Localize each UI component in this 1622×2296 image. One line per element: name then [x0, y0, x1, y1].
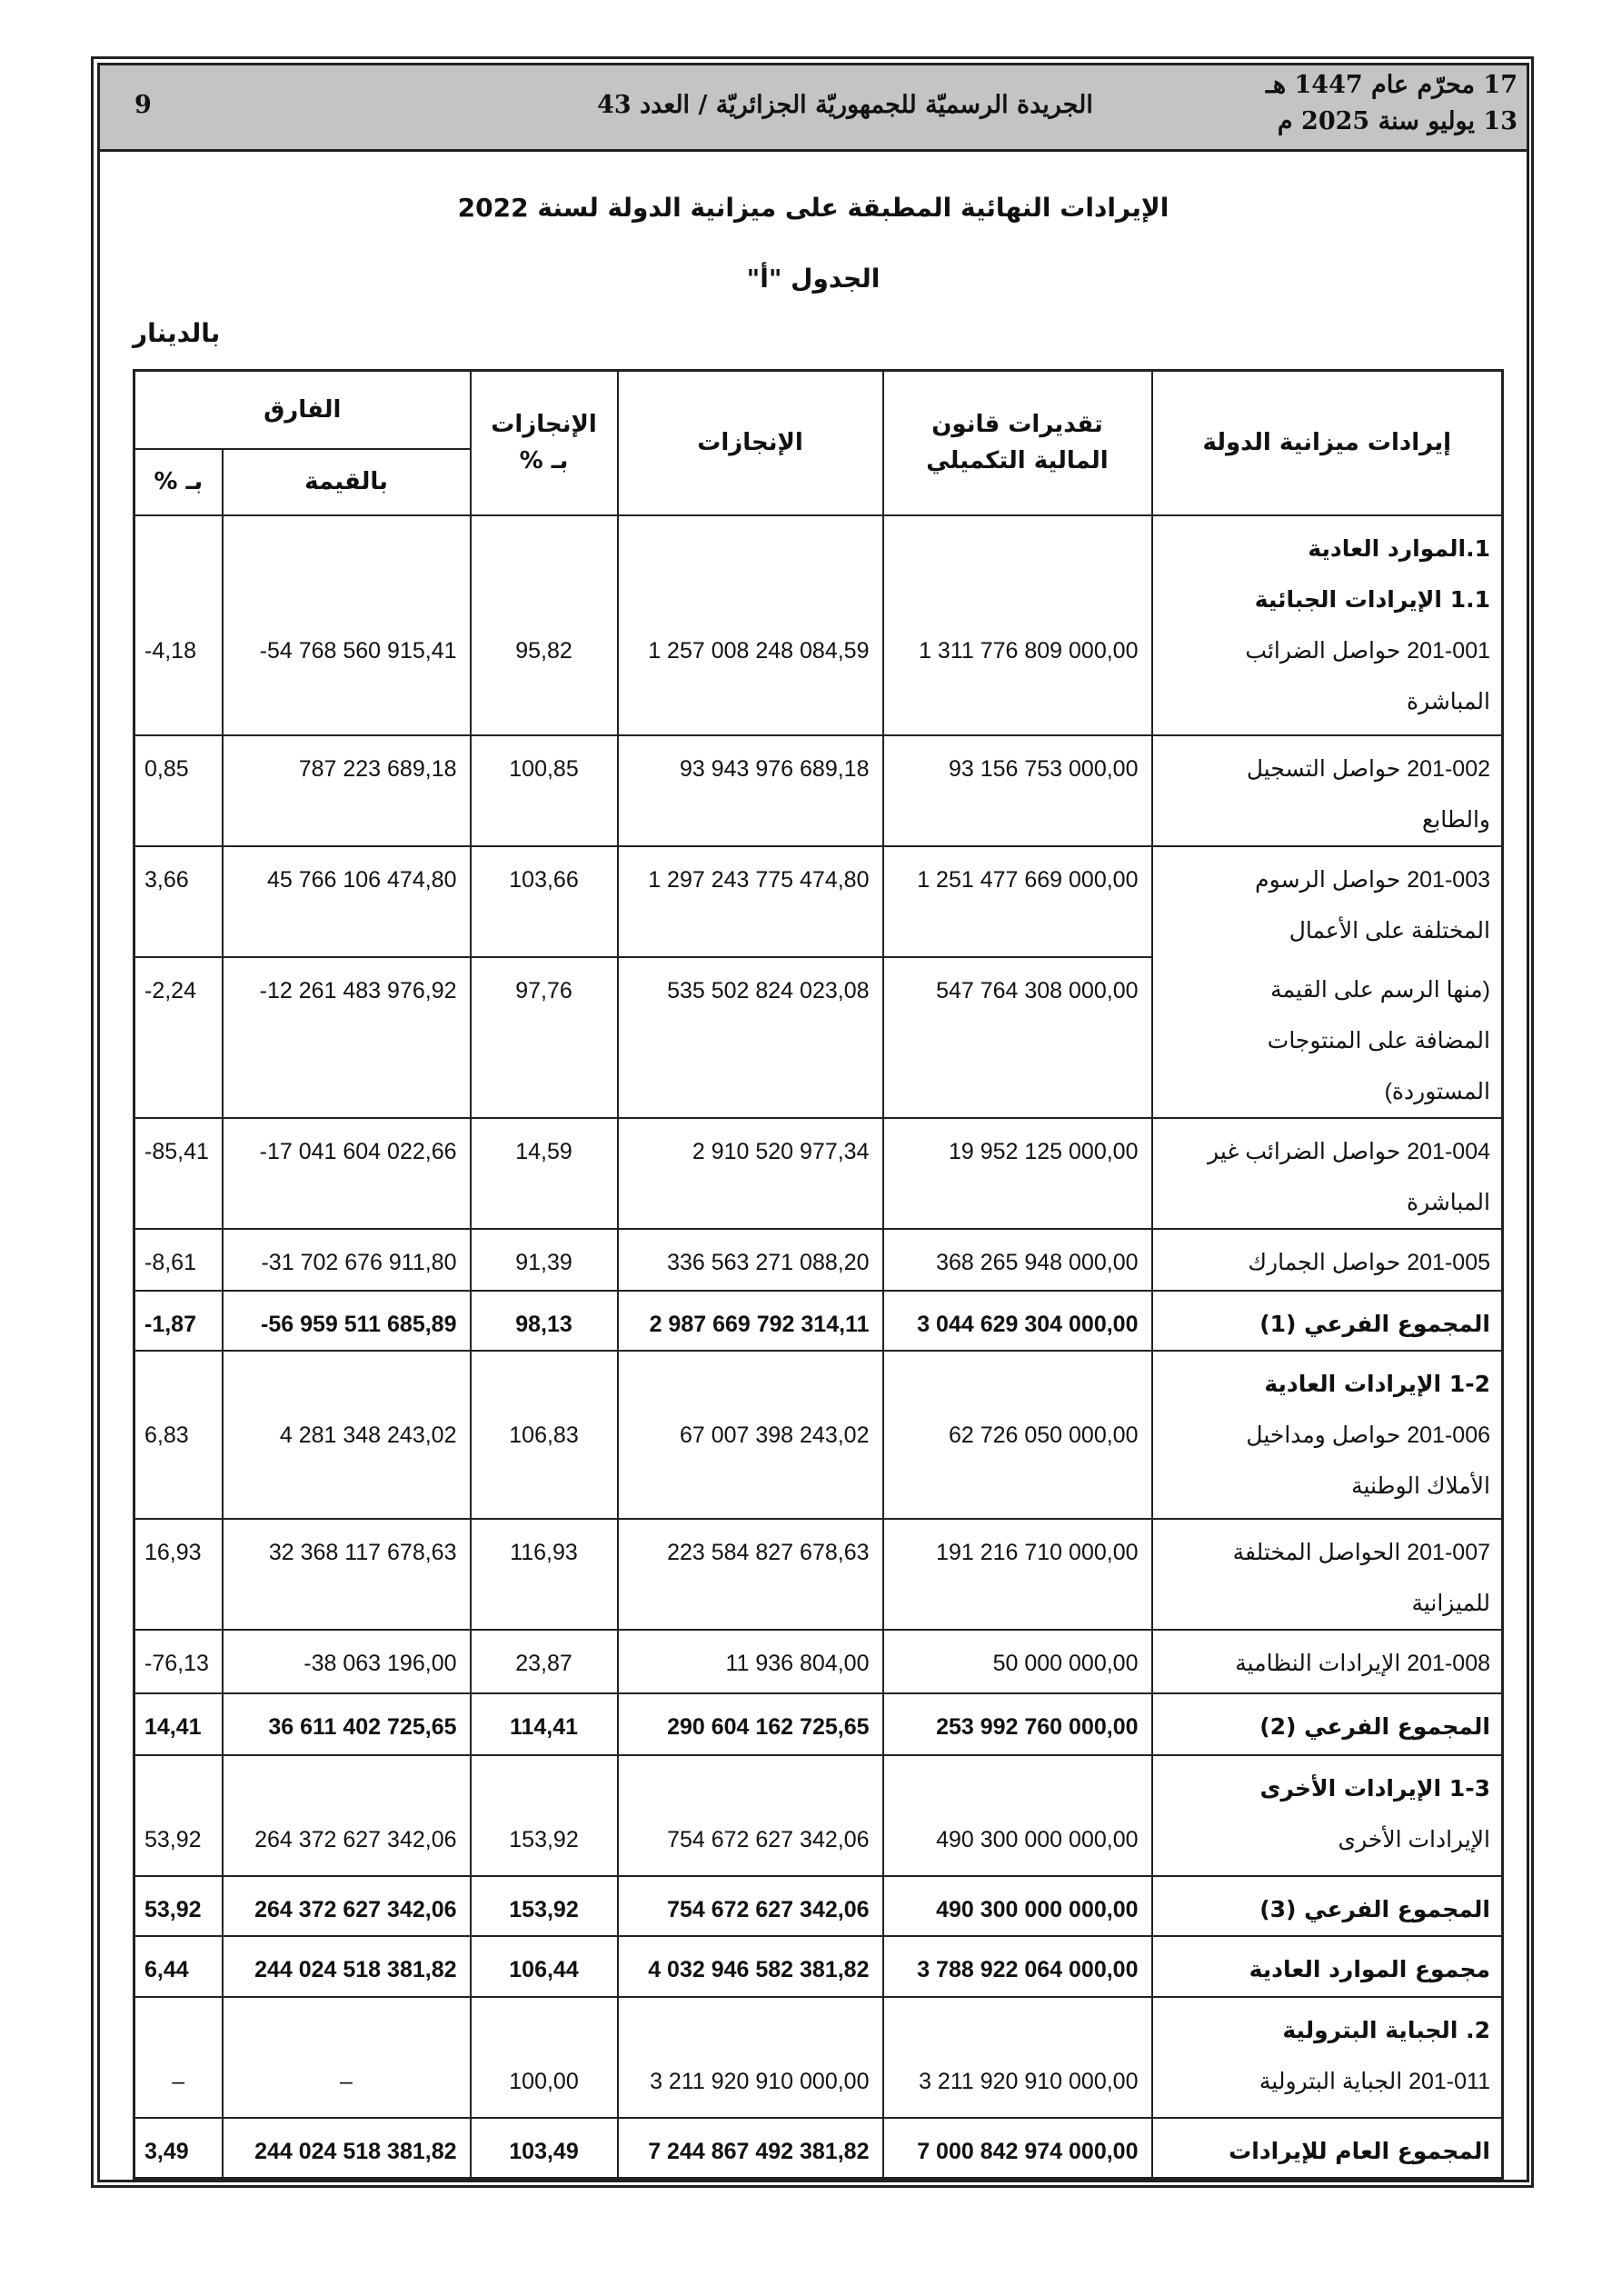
- table-row: [134, 1351, 1503, 1519]
- cell-diff-pct: 53,92: [134, 1876, 223, 1936]
- date-gregorian: 13 يوليو سنة 2025 م: [1277, 107, 1518, 135]
- cell-diff-value: 36 611 402 725,65: [223, 1693, 471, 1755]
- cell-diff-pct: -76,13: [134, 1630, 223, 1693]
- row-label: [1152, 1291, 1503, 1351]
- row-label-line: للميزانية: [1411, 1590, 1490, 1616]
- cell-achievement-pct: 106,83: [471, 1351, 618, 1519]
- cell-achievement-pct: 98,13: [471, 1291, 618, 1351]
- cell-estimate: 3 788 922 064 000,00: [883, 1936, 1152, 1997]
- cell-diff-value: -54 768 560 915,41: [223, 515, 471, 735]
- row-label-line: المجموع الفرعي (3): [1259, 1895, 1490, 1922]
- cell-achievement: 2 987 669 792 314,11: [618, 1291, 883, 1351]
- cell-achievement: 223 584 827 678,63: [618, 1519, 883, 1630]
- row-label: [1152, 1936, 1503, 1997]
- cell-achievement-pct: 14,59: [471, 1118, 618, 1229]
- table-header-row: [134, 371, 1503, 449]
- table-row: [134, 515, 1503, 735]
- subtotal-row: [134, 1936, 1503, 1997]
- row-label-line: المباشرة: [1406, 688, 1490, 714]
- revenue-table: [133, 369, 1504, 2180]
- cell-estimate: 93 156 753 000,00: [883, 735, 1152, 846]
- col-header-difference: الفارق: [134, 371, 471, 449]
- cell-estimate: 7 000 842 974 000,00: [883, 2118, 1152, 2179]
- cell-diff-value: -38 063 196,00: [223, 1630, 471, 1693]
- cell-diff-pct: -1,87: [134, 1291, 223, 1351]
- row-label-line: المجموع الفرعي (1): [1259, 1310, 1490, 1337]
- table-row: [134, 957, 1503, 1118]
- cell-estimate: 1 251 477 669 000,00: [883, 846, 1152, 957]
- row-label: [1152, 1351, 1503, 1519]
- row-label-line: 201-004 حواصل الضرائب غير: [1208, 1138, 1490, 1164]
- cell-achievement: 7 244 867 492 381,82: [618, 2118, 883, 2179]
- row-label-line: 201-007 الحواصل المختلفة: [1232, 1539, 1490, 1565]
- cell-diff-value: -17 041 604 022,66: [223, 1118, 471, 1229]
- cell-achievement: 535 502 824 023,08: [618, 957, 883, 1118]
- cell-achievement-pct: 116,93: [471, 1519, 618, 1630]
- row-label-line: المضافة على المنتوجات: [1267, 1027, 1490, 1053]
- cell-achievement: 4 032 946 582 381,82: [618, 1936, 883, 1997]
- subtotal-row: [134, 2118, 1503, 2179]
- section-heading: 2. الجباية البترولية: [1282, 2016, 1490, 2043]
- col-header-achievements: الإنجازات: [618, 371, 883, 515]
- cell-achievement: 11 936 804,00: [618, 1630, 883, 1693]
- cell-estimate: 191 216 710 000,00: [883, 1519, 1152, 1630]
- cell-diff-value: -31 702 676 911,80: [223, 1229, 471, 1291]
- cell-achievement: 1 297 243 775 474,80: [618, 846, 883, 957]
- page-number: 9: [134, 91, 152, 119]
- row-label-line: المجموع العام للإيرادات: [1229, 2137, 1490, 2164]
- row-label-line: الأملاك الوطنية: [1351, 1472, 1490, 1499]
- cell-estimate: 1 311 776 809 000,00: [883, 515, 1152, 735]
- cell-estimate: 547 764 308 000,00: [883, 957, 1152, 1118]
- cell-achievement: 1 257 008 248 084,59: [618, 515, 883, 735]
- row-label: [1152, 1997, 1503, 2118]
- row-label: [1152, 735, 1503, 846]
- col-header-diff-value: بالقيمة: [223, 449, 471, 515]
- cell-estimate: 3 211 920 910 000,00: [883, 1997, 1152, 2118]
- cell-diff-pct: 6,83: [134, 1351, 223, 1519]
- row-label: [1152, 1755, 1503, 1876]
- section-heading: 1-3 الإيرادات الأخرى: [1259, 1774, 1490, 1802]
- cell-estimate: 62 726 050 000,00: [883, 1351, 1152, 1519]
- cell-achievement: 336 563 271 088,20: [618, 1229, 883, 1291]
- row-label-line: 201-001 حواصل الضرائب: [1245, 637, 1490, 664]
- row-label: [1152, 2118, 1503, 2179]
- row-label-line: والطابع: [1421, 806, 1490, 833]
- table-row: [134, 1755, 1503, 1876]
- section-heading: 1-2 الإيرادات العادية: [1264, 1370, 1490, 1397]
- subtotal-row: [134, 1291, 1503, 1351]
- cell-diff-pct: 6,44: [134, 1936, 223, 1997]
- row-label: [1152, 957, 1503, 1118]
- cell-achievement-pct: 23,87: [471, 1630, 618, 1693]
- cell-diff-value: 32 368 117 678,63: [223, 1519, 471, 1630]
- cell-achievement-pct: 103,66: [471, 846, 618, 957]
- cell-estimate: 253 992 760 000,00: [883, 1693, 1152, 1755]
- row-label-line: الإيرادات الأخرى: [1338, 1826, 1490, 1852]
- table-row: [134, 1229, 1503, 1291]
- row-label-line: المجموع الفرعي (2): [1259, 1712, 1490, 1740]
- col-header-label: إيرادات ميزانية الدولة: [1152, 371, 1503, 515]
- cell-diff-value: 264 372 627 342,06: [223, 1755, 471, 1876]
- cell-diff-pct: -2,24: [134, 957, 223, 1118]
- cell-diff-pct: 3,66: [134, 846, 223, 957]
- cell-diff-pct: –: [134, 1997, 223, 2118]
- cell-diff-value: –: [223, 1997, 471, 2118]
- cell-diff-value: 244 024 518 381,82: [223, 2118, 471, 2179]
- cell-achievement-pct: 106,44: [471, 1936, 618, 1997]
- cell-achievement: 754 672 627 342,06: [618, 1876, 883, 1936]
- cell-estimate: 490 300 000 000,00: [883, 1876, 1152, 1936]
- row-label: [1152, 846, 1503, 957]
- cell-estimate: 50 000 000,00: [883, 1630, 1152, 1693]
- table-row: [134, 1630, 1503, 1693]
- table-row: [134, 1519, 1503, 1630]
- cell-achievement: 290 604 162 725,65: [618, 1693, 883, 1755]
- cell-achievement: 754 672 627 342,06: [618, 1755, 883, 1876]
- cell-diff-value: 264 372 627 342,06: [223, 1876, 471, 1936]
- section-heading: 1.1 الإيرادات الجبائية: [1254, 585, 1490, 613]
- table-row: [134, 846, 1503, 957]
- subtotal-row: [134, 1876, 1503, 1936]
- row-label: [1152, 1519, 1503, 1630]
- cell-achievement-pct: 100,00: [471, 1997, 618, 2118]
- journal-header: [100, 65, 1527, 152]
- table-row: [134, 1118, 1503, 1229]
- cell-achievement-pct: 153,92: [471, 1755, 618, 1876]
- cell-diff-value: 4 281 348 243,02: [223, 1351, 471, 1519]
- col-header-estimates: تقديرات قانون المالية التكميلي: [883, 371, 1152, 515]
- cell-diff-pct: 53,92: [134, 1755, 223, 1876]
- cell-achievement: 67 007 398 243,02: [618, 1351, 883, 1519]
- cell-achievement: 93 943 976 689,18: [618, 735, 883, 846]
- date-hijri: 17 محرّم عام 1447 هـ: [1265, 71, 1518, 99]
- row-label: [1152, 1693, 1503, 1755]
- table-row: [134, 1997, 1503, 2118]
- row-label-line: المستوردة): [1384, 1078, 1490, 1104]
- issue-date: [1266, 67, 1518, 140]
- row-label: [1152, 515, 1503, 735]
- cell-achievement-pct: 114,41: [471, 1693, 618, 1755]
- row-label: [1152, 1630, 1503, 1693]
- col-header-diff-pct: بـ %: [134, 449, 223, 515]
- cell-achievement-pct: 91,39: [471, 1229, 618, 1291]
- cell-diff-value: 244 024 518 381,82: [223, 1936, 471, 1997]
- journal-title: الجريدة الرسميّة للجمهوريّة الجزائريّة / العدد 43: [597, 91, 1093, 119]
- cell-estimate: 368 265 948 000,00: [883, 1229, 1152, 1291]
- cell-achievement: 2 910 520 977,34: [618, 1118, 883, 1229]
- cell-achievement-pct: 103,49: [471, 2118, 618, 2179]
- cell-diff-value: -56 959 511 685,89: [223, 1291, 471, 1351]
- cell-achievement: 3 211 920 910 000,00: [618, 1997, 883, 2118]
- document-title: الإيرادات النهائية المطبقة على ميزانية الدولة لسنة 2022: [457, 193, 1169, 223]
- cell-achievement-pct: 153,92: [471, 1876, 618, 1936]
- cell-achievement-pct: 97,76: [471, 957, 618, 1118]
- table-caption: الجدول "أ": [746, 264, 881, 294]
- row-label-line: 201-002 حواصل التسجيل: [1246, 755, 1490, 782]
- row-label-line: المختلفة على الأعمال: [1289, 917, 1490, 943]
- subtotal-row: [134, 1693, 1503, 1755]
- cell-estimate: 490 300 000 000,00: [883, 1755, 1152, 1876]
- row-label-line: 201-011 الجباية البترولية: [1259, 2068, 1490, 2094]
- cell-diff-pct: 3,49: [134, 2118, 223, 2179]
- cell-diff-pct: 0,85: [134, 735, 223, 846]
- row-label-line: 201-005 حواصل الجمارك: [1248, 1249, 1490, 1275]
- row-label: [1152, 1118, 1503, 1229]
- table-row: [134, 735, 1503, 846]
- row-label: [1152, 1876, 1503, 1936]
- cell-achievement-pct: 95,82: [471, 515, 618, 735]
- cell-estimate: 3 044 629 304 000,00: [883, 1291, 1152, 1351]
- cell-diff-pct: -8,61: [134, 1229, 223, 1291]
- section-heading: 1.الموارد العادية: [1308, 534, 1490, 562]
- cell-diff-value: 45 766 106 474,80: [223, 846, 471, 957]
- row-label-line: 201-006 حواصل ومداخيل: [1246, 1422, 1490, 1448]
- row-label-line: المباشرة: [1406, 1189, 1490, 1215]
- cell-estimate: 19 952 125 000,00: [883, 1118, 1152, 1229]
- col-header-achievements-pct: الإنجازات بـ %: [471, 371, 618, 515]
- cell-diff-pct: -4,18: [134, 515, 223, 735]
- cell-diff-value: -12 261 483 976,92: [223, 957, 471, 1118]
- row-label-line: (منها الرسم على القيمة: [1270, 976, 1490, 1003]
- cell-achievement-pct: 100,85: [471, 735, 618, 846]
- cell-diff-value: 787 223 689,18: [223, 735, 471, 846]
- cell-diff-pct: 14,41: [134, 1693, 223, 1755]
- row-label-line: مجموع الموارد العادية: [1249, 1955, 1490, 1982]
- cell-diff-pct: 16,93: [134, 1519, 223, 1630]
- currency-unit: بالدينار: [133, 318, 221, 348]
- row-label-line: 201-003 حواصل الرسوم: [1255, 866, 1490, 893]
- row-label-line: 201-008 الإيرادات النظامية: [1235, 1650, 1490, 1676]
- cell-diff-pct: -85,41: [134, 1118, 223, 1229]
- row-label: [1152, 1229, 1503, 1291]
